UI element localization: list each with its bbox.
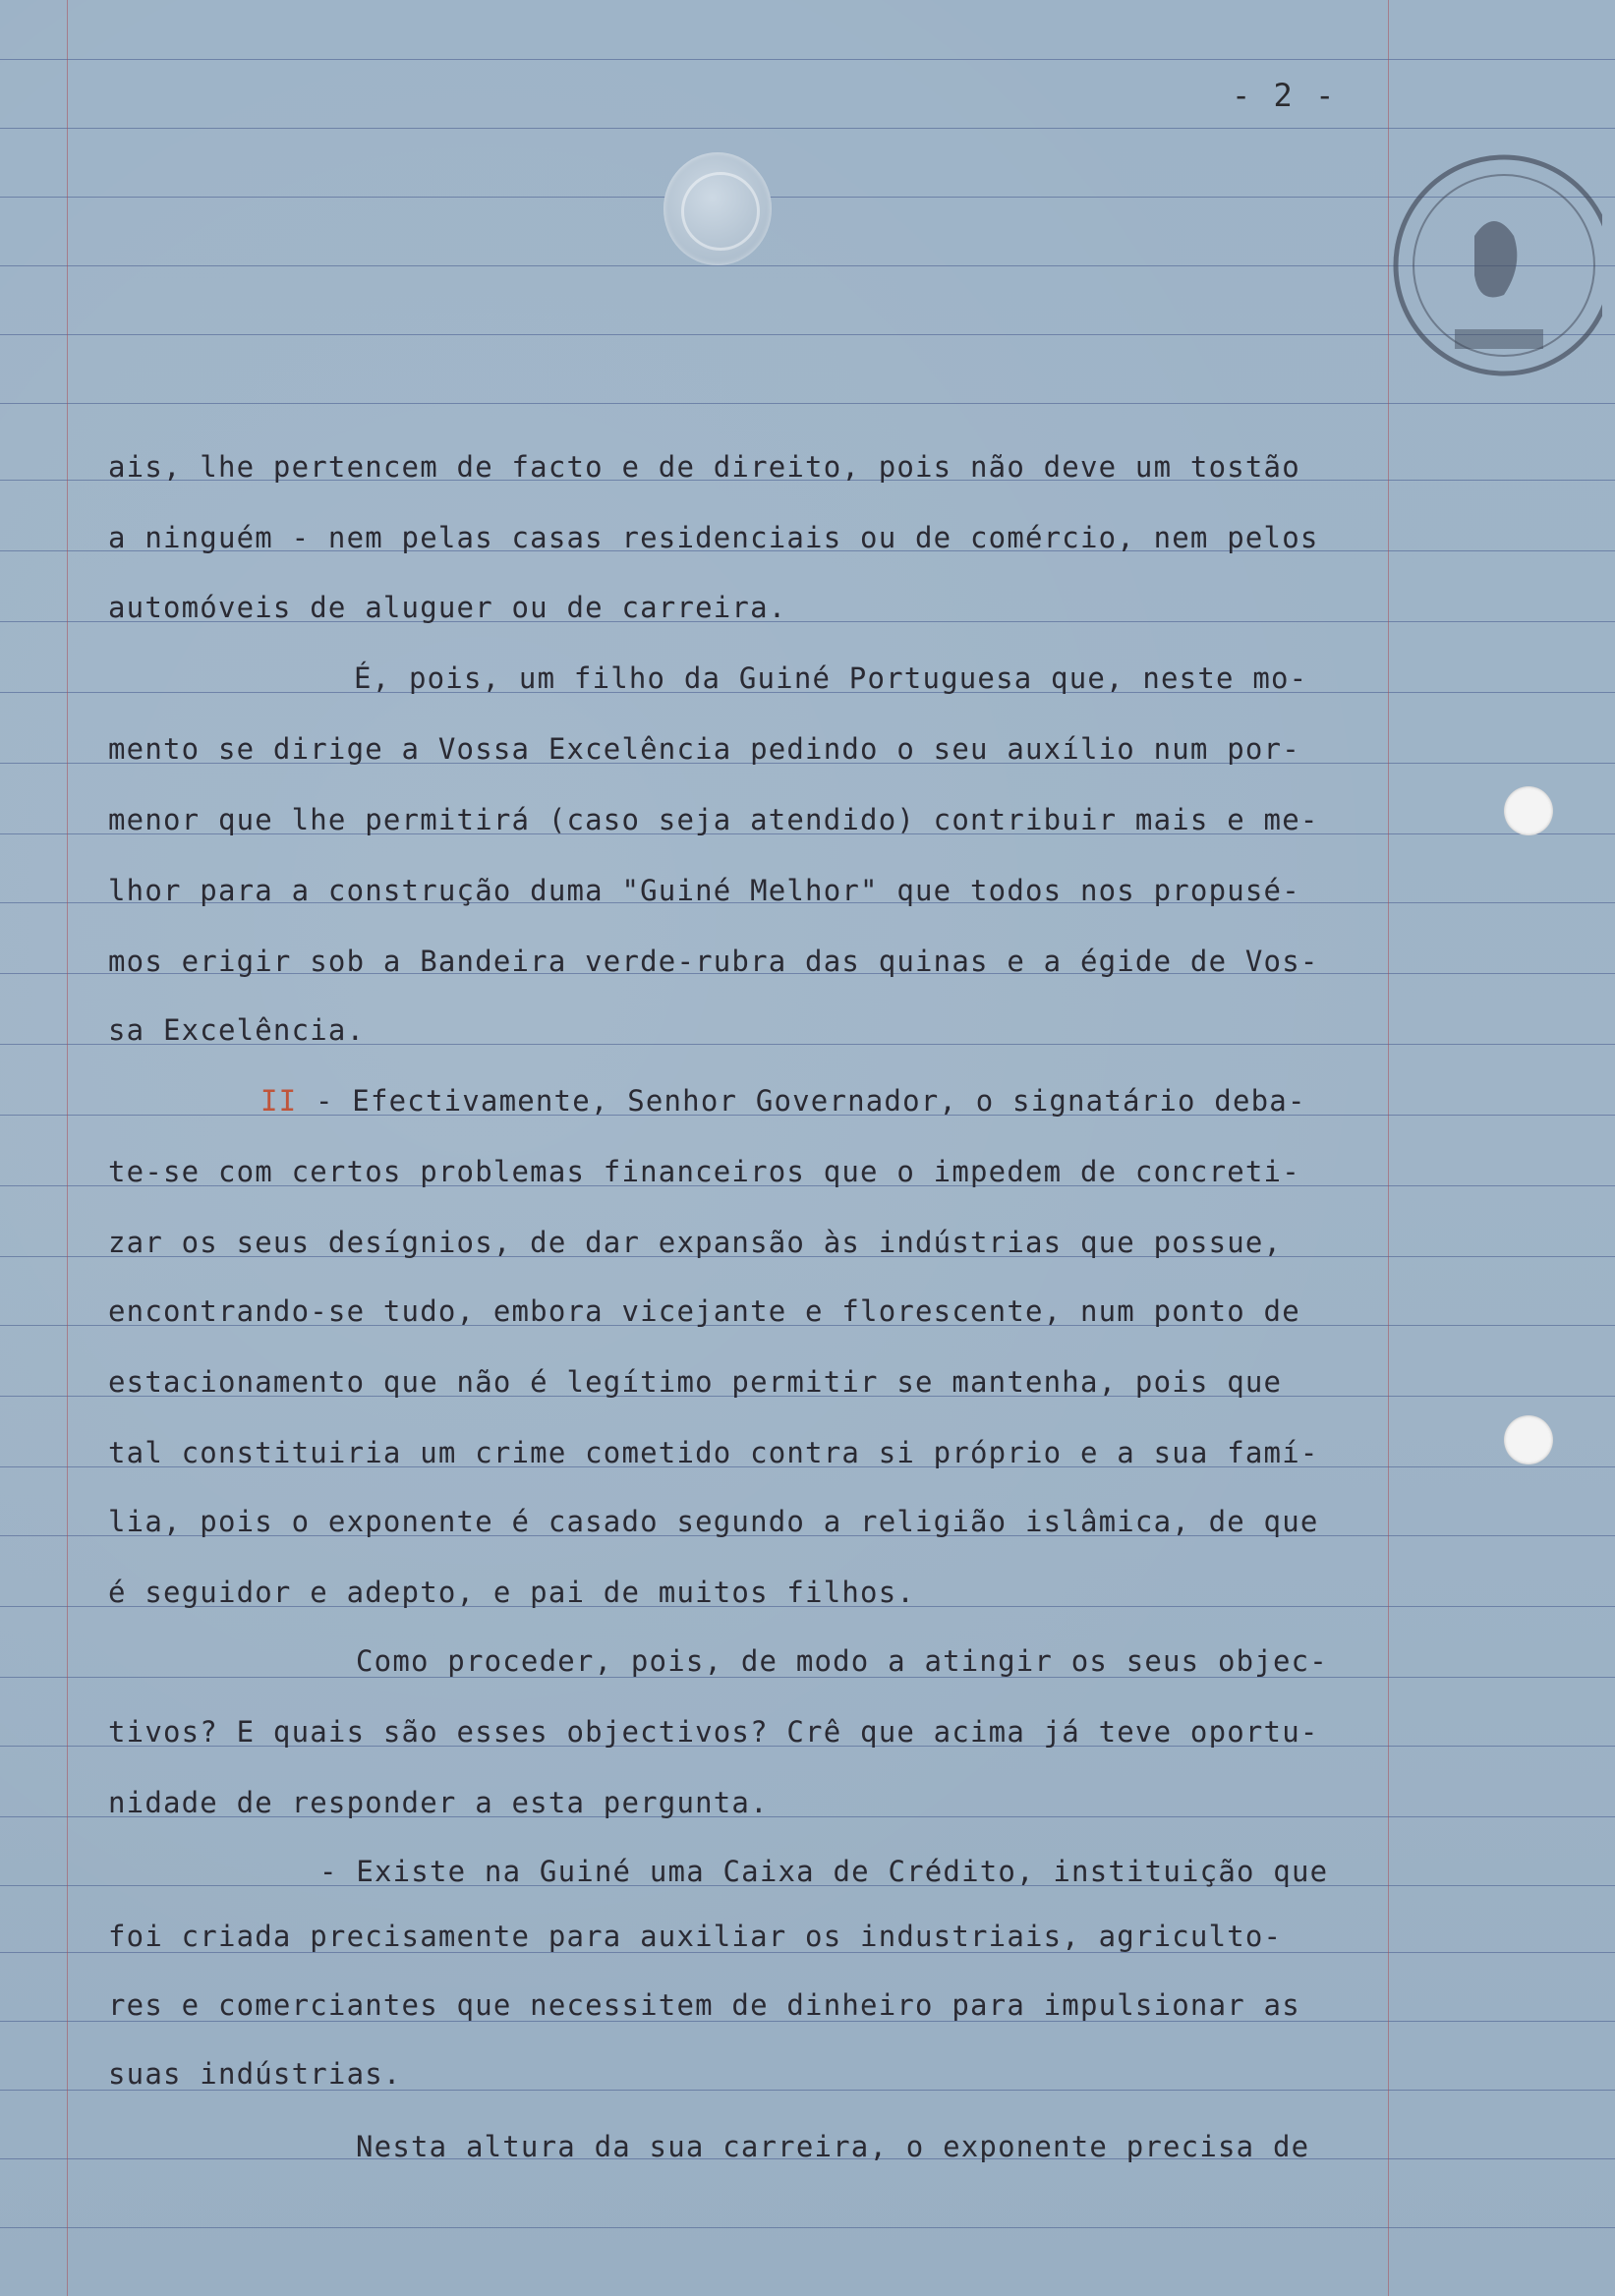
text-line: Como proceder, pois, de modo a atingir os seus objec-	[356, 1644, 1328, 1678]
text-line: - Efectivamente, Senhor Governador, o signatário deba-	[297, 1084, 1306, 1118]
text-line: lia, pois o exponente é casado segundo a religião islâmica, de que	[108, 1505, 1319, 1538]
text-line: tivos? E quais são esses objectivos? Crê que acima já teve oportu-	[108, 1715, 1319, 1749]
section-marker: II	[260, 1084, 298, 1118]
page-number: - 2 -	[1232, 77, 1337, 114]
text-line: sa Excelência.	[108, 1013, 366, 1047]
punch-hole-upper	[1504, 786, 1553, 835]
text-line: Nesta altura da sua carreira, o exponente precisa de	[356, 2130, 1310, 2163]
text-line: ais, lhe pertencem de facto e de direito, pois não deve um tostão	[108, 450, 1300, 484]
text-line: É, pois, um filho da Guiné Portuguesa que, neste mo-	[354, 661, 1308, 695]
text-line: zar os seus desígnios, de dar expansão às indústrias que possue,	[108, 1226, 1283, 1259]
text-line: mos erigir sob a Bandeira verde-rubra das quinas e a égide de Vos-	[108, 945, 1319, 978]
embossed-seal	[663, 152, 772, 265]
text-line: foi criada precisamente para auxiliar os industriais, agriculto-	[108, 1920, 1283, 1953]
text-line: estacionamento que não é legítimo permitir se mantenha, pois que	[108, 1365, 1283, 1399]
text-line: menor que lhe permitirá (caso seja atendido) contribuir mais e me-	[108, 803, 1319, 836]
text-line: nidade de responder a esta pergunta.	[108, 1786, 769, 1819]
rule-line	[0, 59, 1615, 60]
text-line: automóveis de aluguer ou de carreira.	[108, 591, 787, 624]
punch-hole-lower	[1504, 1415, 1553, 1464]
text-line: a ninguém - nem pelas casas residenciais ou de comércio, nem pelos	[108, 521, 1319, 554]
text-line: - Existe na Guiné uma Caixa de Crédito, instituição que	[319, 1855, 1329, 1888]
text-line: tal constituiria um crime cometido contra si próprio e a sua famí-	[108, 1436, 1319, 1469]
text-line: é seguidor e adepto, e pai de muitos filhos.	[108, 1576, 916, 1609]
text-line: te-se com certos problemas financeiros que o impedem de concreti-	[108, 1155, 1300, 1188]
text-line: res e comerciantes que necessitem de dinheiro para impulsionar as	[108, 1988, 1300, 2022]
text-line: mento se dirige a Vossa Excelência pedindo o seu auxílio num por-	[108, 732, 1300, 766]
left-margin-line	[67, 0, 68, 2296]
rule-line	[0, 403, 1615, 404]
text-line: lhor para a construção duma "Guiné Melhor" que todos nos propusé-	[108, 874, 1300, 907]
text-line: encontrando-se tudo, embora vicejante e florescente, num ponto de	[108, 1294, 1300, 1328]
section-marker-line	[260, 1084, 1306, 1118]
text-line: suas indústrias.	[108, 2057, 402, 2091]
ink-stamp	[1356, 118, 1602, 393]
rule-line	[0, 2227, 1615, 2228]
